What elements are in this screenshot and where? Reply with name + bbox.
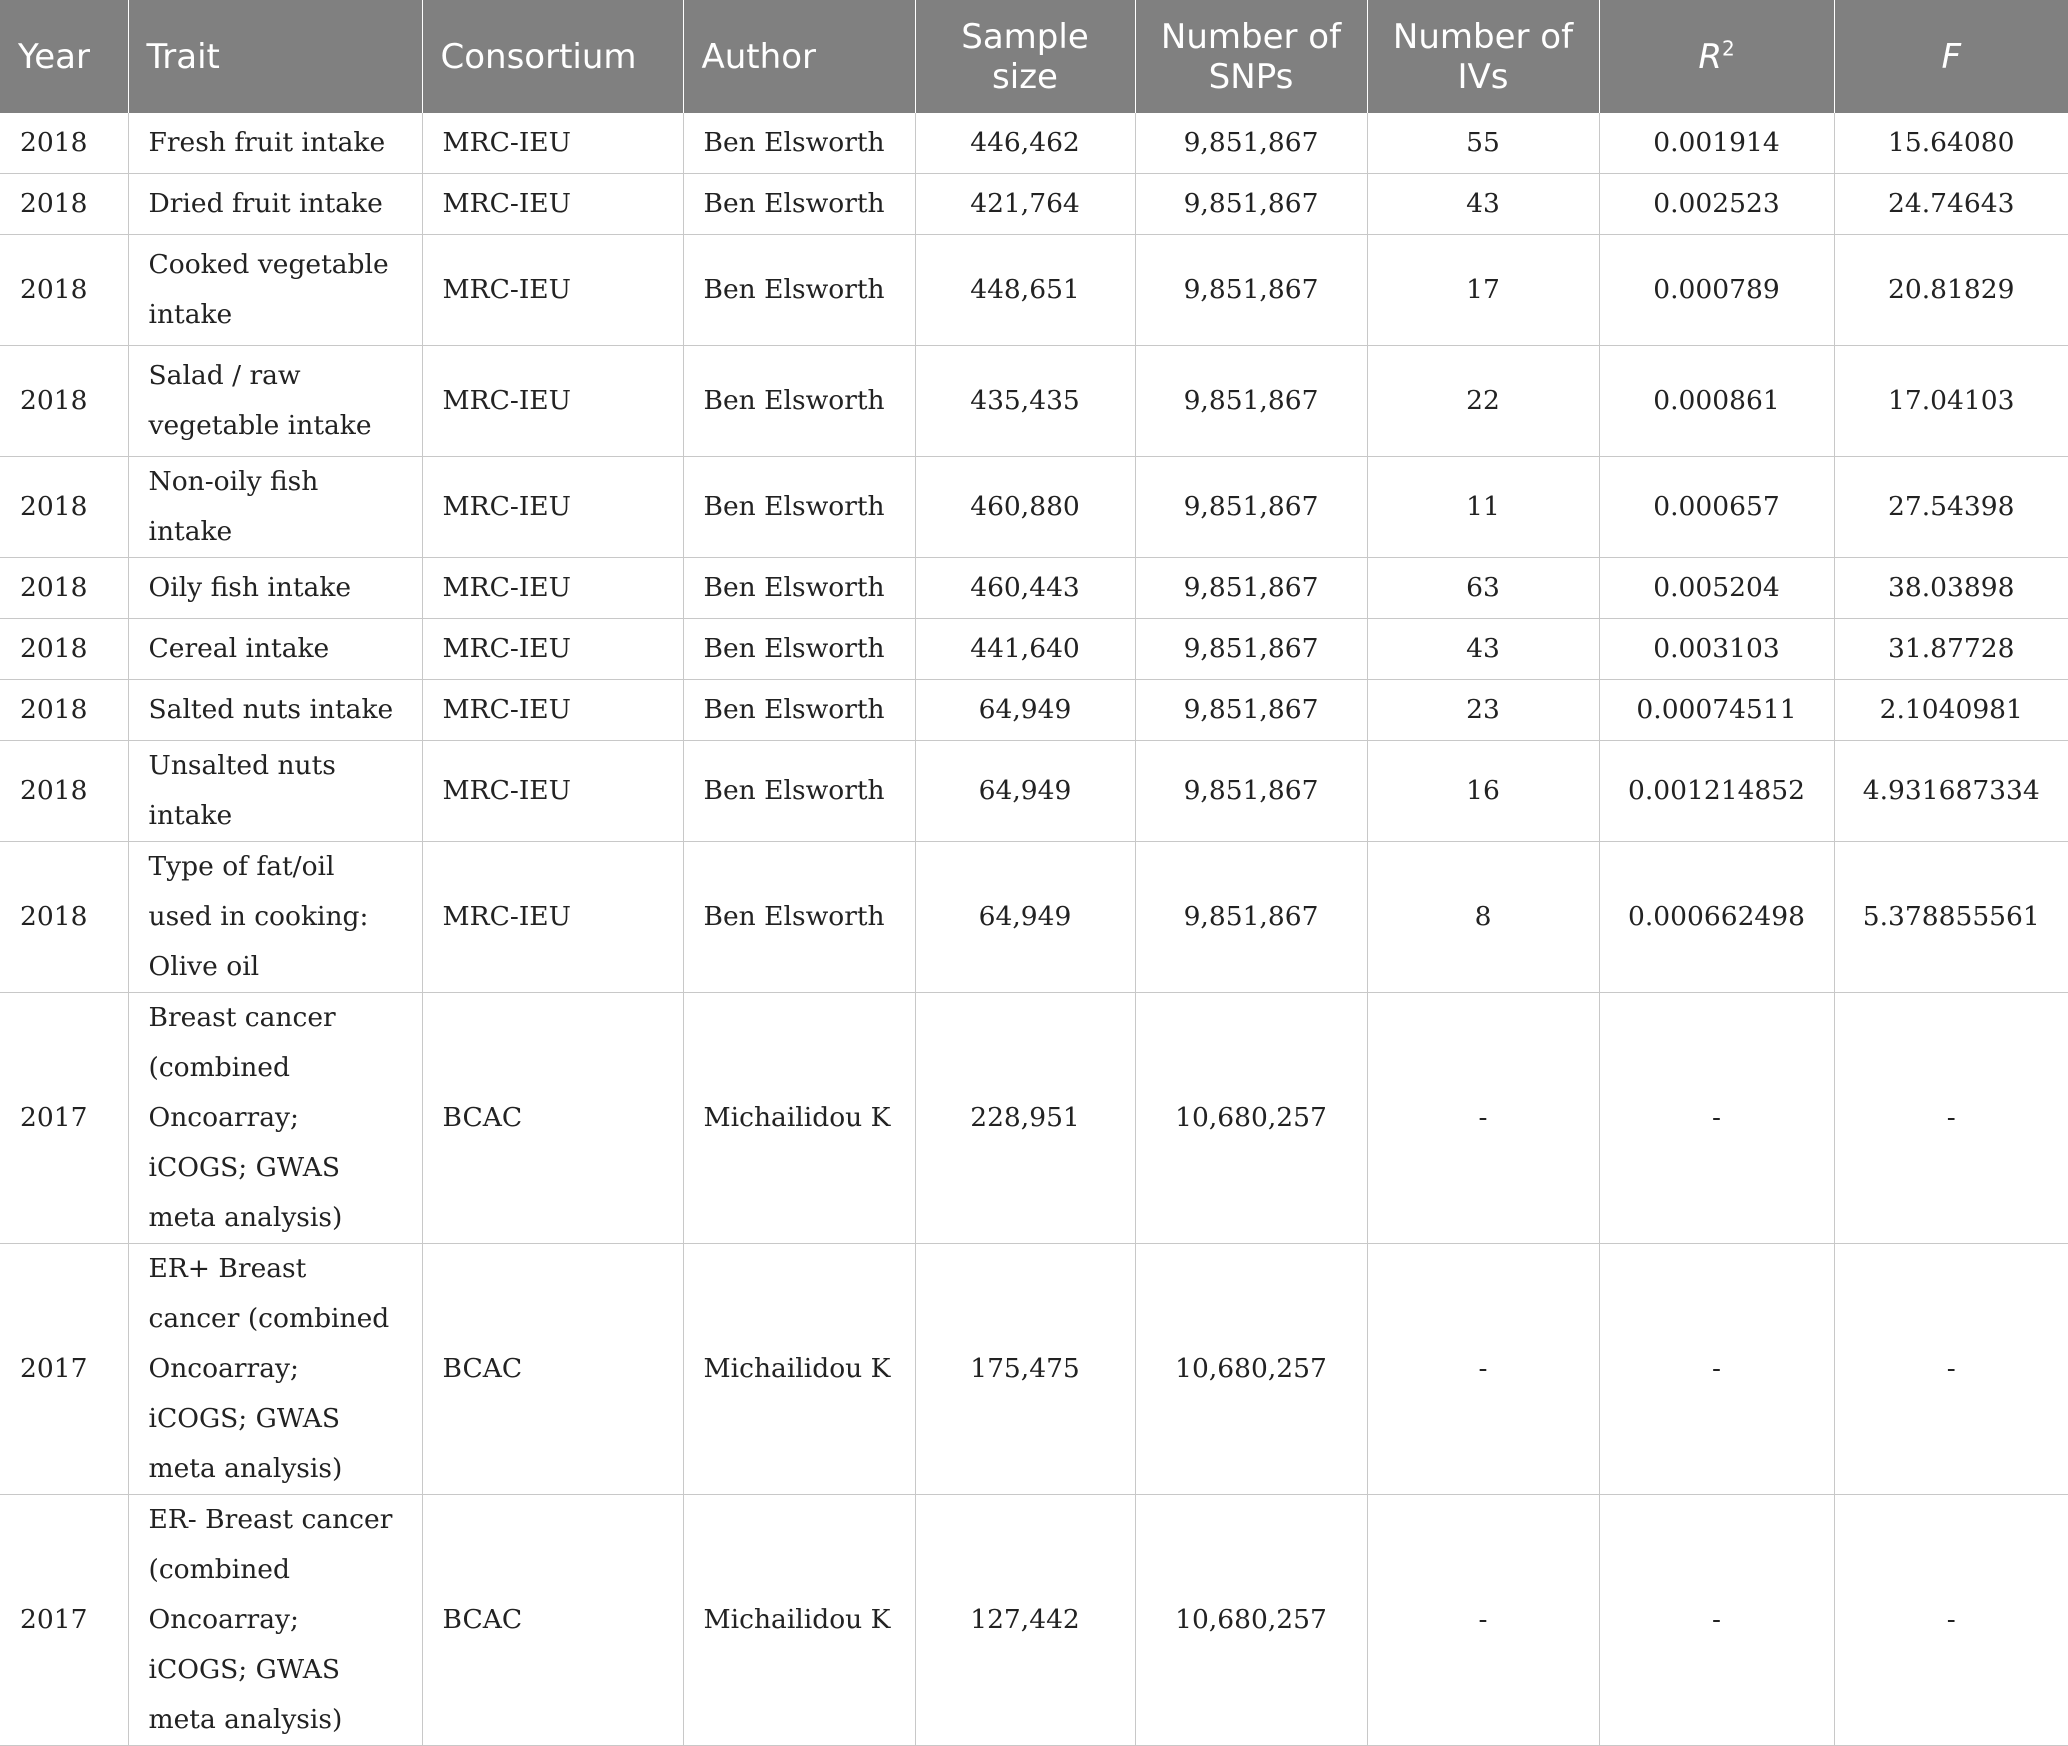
cell-number-of-snps: 10,680,257 [1135, 993, 1367, 1244]
header-sample-size: Sample size [915, 0, 1135, 113]
table-row [0, 680, 2068, 741]
cell-f: - [1834, 1244, 2068, 1495]
table-row [0, 619, 2068, 680]
cell-author: Ben Elsworth [683, 842, 915, 993]
cell-sample-size: 175,475 [915, 1244, 1135, 1495]
cell-author: Ben Elsworth [683, 113, 915, 174]
cell-r-squared: 0.003103 [1599, 619, 1834, 680]
table-row [0, 457, 2068, 558]
cell-consortium: BCAC [422, 993, 683, 1244]
cell-number-of-snps: 9,851,867 [1135, 680, 1367, 741]
cell-year: 2018 [0, 457, 128, 558]
cell-sample-size: 228,951 [915, 993, 1135, 1244]
cell-number-of-ivs: - [1367, 993, 1599, 1244]
cell-sample-size: 460,880 [915, 457, 1135, 558]
cell-author: Michailidou K [683, 1244, 915, 1495]
cell-number-of-ivs: 22 [1367, 346, 1599, 457]
cell-author: Ben Elsworth [683, 558, 915, 619]
table-row [0, 1244, 2068, 1495]
cell-sample-size: 435,435 [915, 346, 1135, 457]
cell-consortium: MRC-IEU [422, 174, 683, 235]
cell-author: Ben Elsworth [683, 457, 915, 558]
cell-year: 2018 [0, 680, 128, 741]
cell-number-of-ivs: 16 [1367, 741, 1599, 842]
cell-trait: Oily fish intake [128, 558, 422, 619]
cell-year: 2018 [0, 346, 128, 457]
cell-f: 5.378855561 [1834, 842, 2068, 993]
header-author: Author [683, 0, 915, 113]
cell-trait: Cooked vegetable intake [128, 235, 422, 346]
cell-f: - [1834, 1495, 2068, 1746]
cell-r-squared: 0.000662498 [1599, 842, 1834, 993]
cell-r-squared: - [1599, 993, 1834, 1244]
cell-trait: Salted nuts intake [128, 680, 422, 741]
cell-year: 2018 [0, 174, 128, 235]
cell-sample-size: 448,651 [915, 235, 1135, 346]
cell-number-of-ivs: 23 [1367, 680, 1599, 741]
cell-author: Michailidou K [683, 1495, 915, 1746]
cell-trait: ER- Breast cancer (combined Oncoarray; iCOGS; GWAS meta analysis) [128, 1495, 422, 1746]
cell-year: 2018 [0, 619, 128, 680]
cell-number-of-ivs: 63 [1367, 558, 1599, 619]
cell-number-of-ivs: 17 [1367, 235, 1599, 346]
cell-r-squared: 0.002523 [1599, 174, 1834, 235]
cell-number-of-snps: 10,680,257 [1135, 1244, 1367, 1495]
cell-consortium: MRC-IEU [422, 457, 683, 558]
cell-sample-size: 441,640 [915, 619, 1135, 680]
cell-year: 2018 [0, 235, 128, 346]
cell-r-squared: 0.000861 [1599, 346, 1834, 457]
cell-sample-size: 64,949 [915, 842, 1135, 993]
cell-number-of-snps: 9,851,867 [1135, 842, 1367, 993]
cell-number-of-ivs: 11 [1367, 457, 1599, 558]
cell-year: 2018 [0, 741, 128, 842]
cell-trait: Type of fat/oil used in cooking: Olive oil [128, 842, 422, 993]
cell-number-of-snps: 9,851,867 [1135, 346, 1367, 457]
cell-author: Ben Elsworth [683, 346, 915, 457]
cell-consortium: BCAC [422, 1495, 683, 1746]
cell-consortium: MRC-IEU [422, 741, 683, 842]
table-header [0, 0, 2068, 113]
cell-number-of-snps: 9,851,867 [1135, 741, 1367, 842]
cell-number-of-snps: 9,851,867 [1135, 558, 1367, 619]
cell-year: 2017 [0, 1244, 128, 1495]
header-number-of-snps: Number of SNPs [1135, 0, 1367, 113]
cell-consortium: MRC-IEU [422, 842, 683, 993]
cell-f: 17.04103 [1834, 346, 2068, 457]
cell-f: 15.64080 [1834, 113, 2068, 174]
cell-number-of-ivs: 43 [1367, 174, 1599, 235]
cell-year: 2017 [0, 1495, 128, 1746]
table-row [0, 235, 2068, 346]
cell-f: 4.931687334 [1834, 741, 2068, 842]
cell-number-of-snps: 10,680,257 [1135, 1495, 1367, 1746]
table-body [0, 113, 2068, 1746]
cell-author: Michailidou K [683, 993, 915, 1244]
table-row [0, 113, 2068, 174]
cell-r-squared: 0.001214852 [1599, 741, 1834, 842]
header-consortium: Consortium [422, 0, 683, 113]
cell-year: 2017 [0, 993, 128, 1244]
cell-r-squared: 0.001914 [1599, 113, 1834, 174]
cell-number-of-snps: 9,851,867 [1135, 235, 1367, 346]
header-r-squared-exponent: 2 [1721, 36, 1735, 61]
cell-number-of-ivs: 43 [1367, 619, 1599, 680]
cell-f: 27.54398 [1834, 457, 2068, 558]
table-row [0, 842, 2068, 993]
cell-number-of-snps: 9,851,867 [1135, 113, 1367, 174]
cell-year: 2018 [0, 842, 128, 993]
cell-year: 2018 [0, 113, 128, 174]
header-trait: Trait [128, 0, 422, 113]
cell-r-squared: 0.000657 [1599, 457, 1834, 558]
cell-r-squared: 0.005204 [1599, 558, 1834, 619]
table-row [0, 993, 2068, 1244]
table-row [0, 558, 2068, 619]
cell-f: 24.74643 [1834, 174, 2068, 235]
cell-author: Ben Elsworth [683, 235, 915, 346]
cell-sample-size: 460,443 [915, 558, 1135, 619]
table-row [0, 1495, 2068, 1746]
cell-consortium: MRC-IEU [422, 346, 683, 457]
cell-trait: ER+ Breast cancer (combined Oncoarray; iCOGS; GWAS meta analysis) [128, 1244, 422, 1495]
cell-author: Ben Elsworth [683, 174, 915, 235]
header-f: F [1834, 0, 2068, 113]
cell-trait: Fresh fruit intake [128, 113, 422, 174]
cell-number-of-ivs: - [1367, 1244, 1599, 1495]
cell-author: Ben Elsworth [683, 619, 915, 680]
cell-sample-size: 421,764 [915, 174, 1135, 235]
cell-author: Ben Elsworth [683, 680, 915, 741]
cell-number-of-snps: 9,851,867 [1135, 619, 1367, 680]
cell-trait: Unsalted nuts intake [128, 741, 422, 842]
cell-sample-size: 64,949 [915, 741, 1135, 842]
cell-f: 31.87728 [1834, 619, 2068, 680]
cell-consortium: MRC-IEU [422, 235, 683, 346]
cell-number-of-ivs: - [1367, 1495, 1599, 1746]
cell-consortium: MRC-IEU [422, 680, 683, 741]
header-number-of-ivs: Number of IVs [1367, 0, 1599, 113]
cell-year: 2018 [0, 558, 128, 619]
cell-consortium: MRC-IEU [422, 558, 683, 619]
cell-number-of-ivs: 8 [1367, 842, 1599, 993]
cell-r-squared: - [1599, 1244, 1834, 1495]
header-r-squared-base: R [1698, 36, 1722, 77]
cell-f: 2.1040981 [1834, 680, 2068, 741]
cell-trait: Breast cancer (combined Oncoarray; iCOGS; GWAS meta analysis) [128, 993, 422, 1244]
cell-trait: Dried fruit intake [128, 174, 422, 235]
cell-trait: Non-oily fish intake [128, 457, 422, 558]
cell-number-of-snps: 9,851,867 [1135, 174, 1367, 235]
cell-sample-size: 446,462 [915, 113, 1135, 174]
table-row [0, 741, 2068, 842]
cell-number-of-ivs: 55 [1367, 113, 1599, 174]
header-r-squared [1599, 0, 1834, 113]
cell-consortium: MRC-IEU [422, 619, 683, 680]
cell-consortium: BCAC [422, 1244, 683, 1495]
cell-f: 38.03898 [1834, 558, 2068, 619]
cell-trait: Salad / raw vegetable intake [128, 346, 422, 457]
cell-sample-size: 127,442 [915, 1495, 1135, 1746]
cell-trait: Cereal intake [128, 619, 422, 680]
header-year: Year [0, 0, 128, 113]
cell-consortium: MRC-IEU [422, 113, 683, 174]
cell-r-squared: - [1599, 1495, 1834, 1746]
cell-sample-size: 64,949 [915, 680, 1135, 741]
cell-f: 20.81829 [1834, 235, 2068, 346]
cell-f: - [1834, 993, 2068, 1244]
cell-r-squared: 0.00074511 [1599, 680, 1834, 741]
table-row [0, 174, 2068, 235]
cell-author: Ben Elsworth [683, 741, 915, 842]
cell-r-squared: 0.000789 [1599, 235, 1834, 346]
table-row [0, 346, 2068, 457]
cell-number-of-snps: 9,851,867 [1135, 457, 1367, 558]
